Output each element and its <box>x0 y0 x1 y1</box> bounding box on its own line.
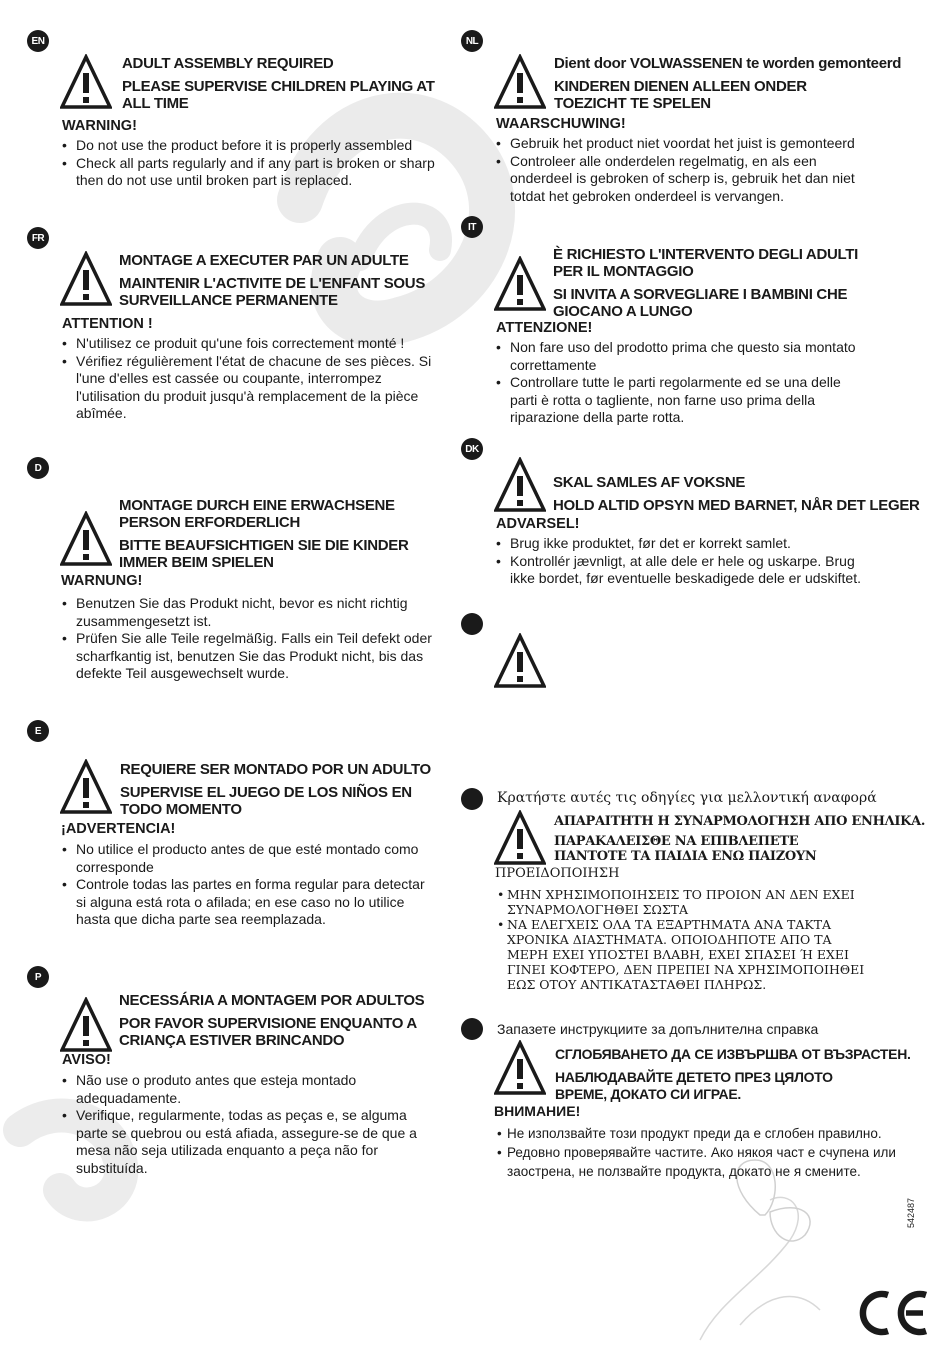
list-item: • Controllare tutte le parti regolarmente ed se una delle parti è rotta o tagliente, non farne uso prima della riparazione della parte rotta. <box>496 374 871 427</box>
intro-text: Запазете инструкциите за допълнителна справка <box>497 1021 819 1037</box>
list-item: • ΝΑ ΕΛΕΓΧΕΙΣ ΟΛΑ ΤΑ ΕΞΑΡΤΗΜΑΤΑ ΑΝΑ ΤΑΚΤΑ ΧΡΟΝΙΚΑ ΔΙΑΣΤΗΜΑΤΑ. ΟΠΟΙΟΔΗΠΟΤΕ ΑΠΟ ΤΑ ΜΕΡΗ ΕΧΕΙ ΥΠΟΣΤΕΙ ΒΛΑΒΗ, ΕΧΕΙ ΣΠΑΣΕΙ Ή ΕΧΕΙ ΓΙΝΕΙ ΚΟΦΤΕΡΟ, ΔΕΝ ΠΡΕΠΕΙ ΝΑ ΧΡΗΣΙΜΟΠΟΙΗΘΕΙ ΕΩΣ ΟΤΟΥ ΑΝΤΙΚΑΤΑΣΤΑΘΕΙ ΠΛΗΡΩΣ. <box>497 917 867 992</box>
list-item: • N'utilisez ce produit qu'une fois correctement monté ! <box>62 335 437 353</box>
language-badge-es: E <box>27 720 49 742</box>
headline-supervise: ΠΑΡΑΚΑΛΕΙΣΘΕ ΝΑ ΕΠΙΒΛΕΠΕΤΕ ΠΑΝΤΟΤΕ ΤΑ ΠΑΙΔΙΑ ΕΝΩ ΠΑΙΖΟΥΝ <box>554 834 817 864</box>
warning-list <box>62 335 437 423</box>
headline-assembly: È RICHIESTO L'INTERVENTO DEGLI ADULTI PER IL MONTAGGIO <box>553 246 858 280</box>
warning-triangle-icon <box>60 511 112 567</box>
headline-supervise: SUPERVISE EL JUEGO DE LOS NIÑOS EN TODO MOMENTO <box>120 784 412 818</box>
headline-assembly: ΑΠΑΡΑΙΤΗΤΗ Η ΣΥΝΑΡΜΟΛΟΓΗΣΗ ΑΠΟ ΕΝΗΛΙΚΑ. <box>554 814 926 829</box>
headline-assembly: ADULT ASSEMBLY REQUIRED <box>122 55 334 72</box>
headlines <box>554 814 934 869</box>
warning-label: ATTENZIONE! <box>496 320 593 336</box>
language-badge-en: EN <box>27 30 49 52</box>
warning-label: WARNUNG! <box>61 573 143 589</box>
headline-assembly: MONTAGE A EXECUTER PAR UN ADULTE <box>119 252 409 269</box>
list-item: • Не използвайте този продукт преди да е сглобен правилно. <box>497 1124 917 1143</box>
warning-list <box>497 887 867 992</box>
language-badge-blank <box>461 613 483 635</box>
language-badge-dk: DK <box>461 438 483 460</box>
language-badge-de: D <box>27 457 49 479</box>
headline-assembly: MONTAGE DURCH EINE ERWACHSENE PERSON ERFORDERLICH <box>119 497 395 531</box>
list-item: • No utilice el producto antes de que esté montado como corresponde <box>62 841 437 876</box>
product-code: 542487 <box>906 1197 916 1228</box>
headline-assembly: СГЛОБЯВАНЕТО ДА СЕ ИЗВЪРШВА ОТ ВЪЗРАСТЕН. <box>555 1046 911 1062</box>
list-item: • Non fare uso del prodotto prima che questo sia montato correttamente <box>496 339 871 374</box>
headline-assembly: SKAL SAMLES AF VOKSNE <box>553 474 746 491</box>
list-item: • Vérifiez régulièrement l'état de chacune de ses pièces. Si l'une d'elles est cassée ou coupante, interrompez l'utilisation du produit jusqu'à remplacement de la pièce abîmée. <box>62 353 437 423</box>
headlines <box>553 474 943 520</box>
list-item: • Controle todas las partes en forma regular para detectar si alguna está rota o afilada; en ese caso no lo utilice hasta que dicha parte sea reemplazada. <box>62 876 437 929</box>
language-badge-gr <box>461 788 483 810</box>
ce-mark-icon <box>856 1288 932 1338</box>
language-badge-bg <box>461 1018 483 1040</box>
warning-triangle-icon <box>494 54 546 110</box>
warning-triangle-icon <box>60 54 112 110</box>
headline-supervise: BITTE BEAUFSICHTIGEN SIE DIE KINDER IMMER BEIM SPIELEN <box>119 537 409 571</box>
headline-supervise: НАБЛЮДАВАЙТЕ ДЕТЕТО ПРЕЗ ЦЯЛОТО ВРЕМЕ, ДОКАТО СИ ИГРАЕ. <box>555 1069 833 1102</box>
warning-label: WARNING! <box>62 118 137 134</box>
list-item: • Benutzen Sie das Produkt nicht, bevor es nicht richtig zusammengesetzt ist. <box>62 595 432 630</box>
warning-list <box>62 137 447 190</box>
list-item: • ΜΗΝ ΧΡΗΣΙΜΟΠΟΙΗΣΕΙΣ ΤΟ ΠΡΟΙΟΝ ΑΝ ΔΕΝ ΕΧΕΙ ΣΥΝΑΡΜΟΛΟΓΗΘΕΙ ΣΩΣΤΑ <box>497 887 867 917</box>
warning-list <box>497 1124 917 1181</box>
list-item: • Kontrollér jævnligt, at alle dele er hele og uskarpe. Brug ikke bordet, før eventuelle beskadigede dele er udskiftet. <box>496 553 871 588</box>
list-item: • Não use o produto antes que esteja montado adequadamente. <box>62 1072 437 1107</box>
list-item: • Check all parts regularly and if any part is broken or sharp then do not use until broken part is replaced. <box>62 155 447 190</box>
headlines <box>553 246 873 326</box>
language-badge-fr: FR <box>27 227 49 249</box>
headlines <box>119 992 449 1055</box>
warning-label: ВНИМАНИЕ! <box>494 1103 581 1119</box>
language-badge-nl: NL <box>461 30 483 52</box>
warning-label: AVISO! <box>62 1052 111 1068</box>
warning-triangle-icon <box>60 997 112 1053</box>
warning-triangle-icon <box>60 759 112 815</box>
headline-supervise: KINDEREN DIENEN ALLEEN ONDER TOEZICHT TE SPELEN <box>554 78 807 112</box>
list-item: • Brug ikke produktet, før det er korrekt samlet. <box>496 535 871 553</box>
list-item: • Do not use the product before it is properly assembled <box>62 137 447 155</box>
warning-label: ¡ADVERTENCIA! <box>61 821 176 837</box>
list-item: • Controleer alle onderdelen regelmatig, en als een onderdeel is gebroken of scherp is, gebruik het dan niet totdat het gebroken onderdeel is vervangen. <box>496 153 871 206</box>
warning-label: ΠΡΟΕΙΔΟΠΟΙΗΣΗ <box>495 866 620 881</box>
warning-list <box>62 841 437 929</box>
headlines <box>119 497 429 577</box>
warning-triangle-icon <box>494 457 546 513</box>
warning-label: ADVARSEL! <box>496 516 580 532</box>
headline-supervise: POR FAVOR SUPERVISIONE ENQUANTO A CRIANÇA ESTIVER BRINCANDO <box>119 1015 417 1049</box>
warning-label: WAARSCHUWING! <box>496 116 626 132</box>
warning-list <box>496 339 871 427</box>
section-blank <box>461 613 561 693</box>
headlines <box>120 761 450 824</box>
list-item: • Verifique, regularmente, todas as peças e, se alguma parte se quebrou ou está afiada, assegure-se de que a mesa não seja utilizada enquanto a peça não for substituída. <box>62 1107 437 1177</box>
warning-triangle-icon <box>494 256 546 312</box>
headline-assembly: Dient door VOLWASSENEN te worden gemonteerd <box>554 55 902 72</box>
warning-list <box>62 1072 437 1177</box>
warning-triangle-icon <box>494 810 546 866</box>
headline-supervise: HOLD ALTID OPSYN MED BARNET, NÅR DET LEGER <box>553 497 920 514</box>
warning-triangle-icon <box>494 1040 546 1096</box>
warning-label: ATTENTION ! <box>62 316 153 332</box>
headline-supervise: MAINTENIR L'ACTIVITE DE L'ENFANT SOUS SURVEILLANCE PERMANENTE <box>119 275 426 309</box>
warning-list <box>496 135 871 205</box>
headlines <box>554 55 929 118</box>
language-badge-it: IT <box>461 216 483 238</box>
list-item: • Gebruik het product niet voordat het juist is gemonteerd <box>496 135 871 153</box>
headlines <box>119 252 449 315</box>
list-item: • Редовно проверявайте частите. Ако някоя част е счупена или заострена, не ползвайте продукта, докато не я смените. <box>497 1143 917 1181</box>
warning-list <box>62 595 432 683</box>
headlines <box>555 1046 935 1109</box>
warning-triangle-icon <box>60 251 112 307</box>
headline-assembly: REQUIERE SER MONTADO POR UN ADULTO <box>120 761 431 778</box>
headlines <box>122 55 442 118</box>
warning-triangle-icon <box>494 633 546 689</box>
list-item: • Prüfen Sie alle Teile regelmäßig. Falls ein Teil defekt oder scharfkantig ist, benutzen Sie das Produkt nicht, bis das defekte Teil ausgewechselt wurde. <box>62 630 432 683</box>
headline-assembly: NECESSÁRIA A MONTAGEM POR ADULTOS <box>119 992 425 1009</box>
language-badge-pt: P <box>27 966 49 988</box>
warning-list <box>496 535 871 588</box>
headline-supervise: SI INVITA A SORVEGLIARE I BAMBINI CHE GIOCANO A LUNGO <box>553 286 848 320</box>
headline-supervise: PLEASE SUPERVISE CHILDREN PLAYING AT ALL TIME <box>122 78 435 112</box>
intro-text: Κρατήστε αυτές τις οδηγίες για μελλοντική αναφορά <box>497 790 877 806</box>
